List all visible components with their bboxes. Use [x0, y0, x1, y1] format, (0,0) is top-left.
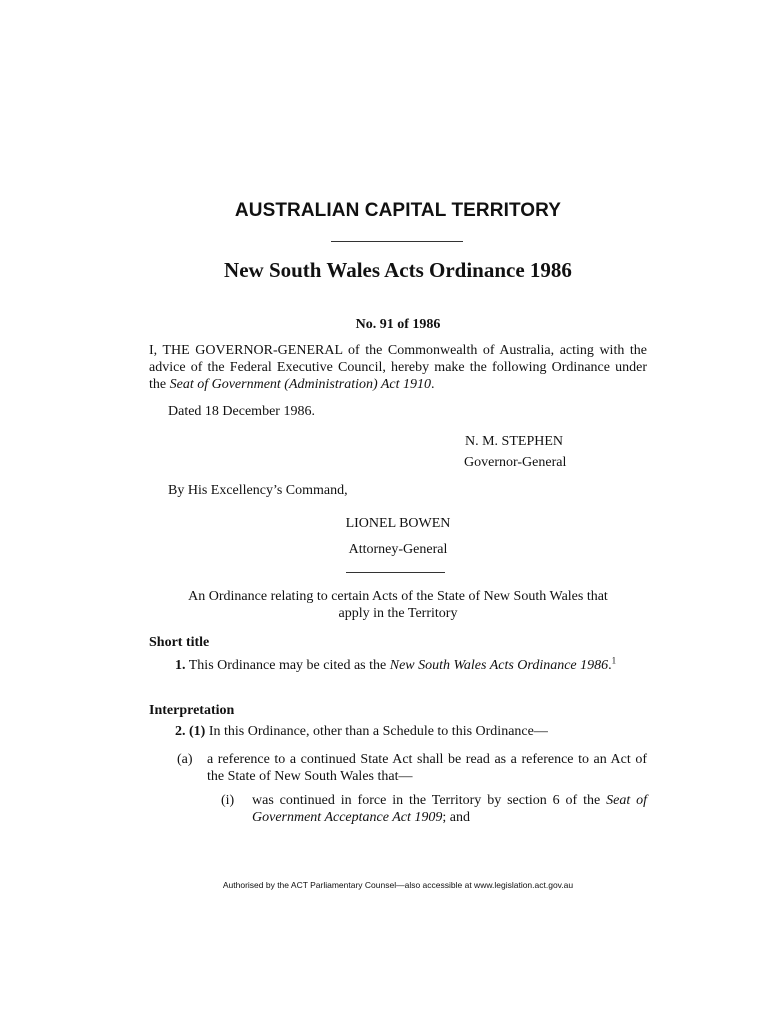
command-line: By His Excellency’s Command,	[168, 483, 348, 498]
section-2-text	[175, 723, 548, 740]
preamble-text: I, THE GOVERNOR-GENERAL of the Commonwealth of Australia, acting with the advice of the Federal Executive Council, hereby make the following Ordinance under the	[149, 343, 647, 392]
section-1-body: This Ordinance may be cited as the	[185, 658, 390, 673]
long-title-divider	[346, 572, 445, 573]
paragraph-a-text: a reference to a continued State Act shall be read as a reference to an Act of the State of New South Wales that—	[207, 752, 647, 784]
section-2-subsection: (1)	[189, 724, 206, 739]
section-1-cited-name: New South Wales Acts Ordinance 1986	[389, 658, 609, 673]
section-1-end: .	[608, 658, 612, 673]
paragraph-a-label: (a)	[177, 752, 193, 767]
document-page	[149, 0, 647, 1024]
footnote-ref: 1	[611, 655, 617, 666]
date-line: Dated 18 December 1986.	[168, 404, 315, 419]
jurisdiction-heading: AUSTRALIAN CAPITAL TERRITORY	[234, 200, 562, 221]
subparagraph-i-act-name: Seat of Government Acceptance Act 1909	[252, 793, 647, 825]
long-title-line-2: apply in the Territory	[338, 606, 458, 621]
long-title	[149, 588, 647, 622]
attorney-role: Attorney-General	[348, 542, 448, 557]
section-1-heading: Short title	[149, 635, 210, 650]
subparagraph-i-label: (i)	[221, 793, 235, 808]
footer-authorisation: Authorised by the ACT Parliamentary Counsel—also accessible at www.legislation.act.gov.au	[222, 880, 574, 890]
subparagraph-i-body: was continued in force in the Territory by section 6 of the	[252, 793, 607, 808]
preamble	[149, 342, 647, 393]
header-divider	[331, 241, 463, 242]
subparagraph-i-end: ; and	[442, 810, 470, 825]
preamble-end: .	[431, 377, 435, 392]
section-1-text	[149, 657, 647, 674]
section-1-number: 1.	[175, 658, 186, 673]
ordinance-title: New South Wales Acts Ordinance 1986	[224, 258, 572, 282]
ordinance-number: No. 91 of 1986	[355, 317, 441, 332]
section-2-heading: Interpretation	[149, 703, 235, 718]
section-2-number: 2.	[175, 724, 186, 739]
section-2-body: In this Ordinance, other than a Schedule to this Ordinance—	[205, 724, 548, 739]
subparagraph-i-text	[252, 792, 647, 826]
preamble-act-name: Seat of Government (Administration) Act 1910	[169, 377, 432, 392]
long-title-line-1: An Ordinance relating to certain Acts of the State of New South Wales that	[188, 589, 608, 604]
signatory-role: Governor-General	[464, 455, 567, 470]
attorney-name: LIONEL BOWEN	[345, 516, 451, 531]
signatory-name: N. M. STEPHEN	[465, 434, 564, 449]
